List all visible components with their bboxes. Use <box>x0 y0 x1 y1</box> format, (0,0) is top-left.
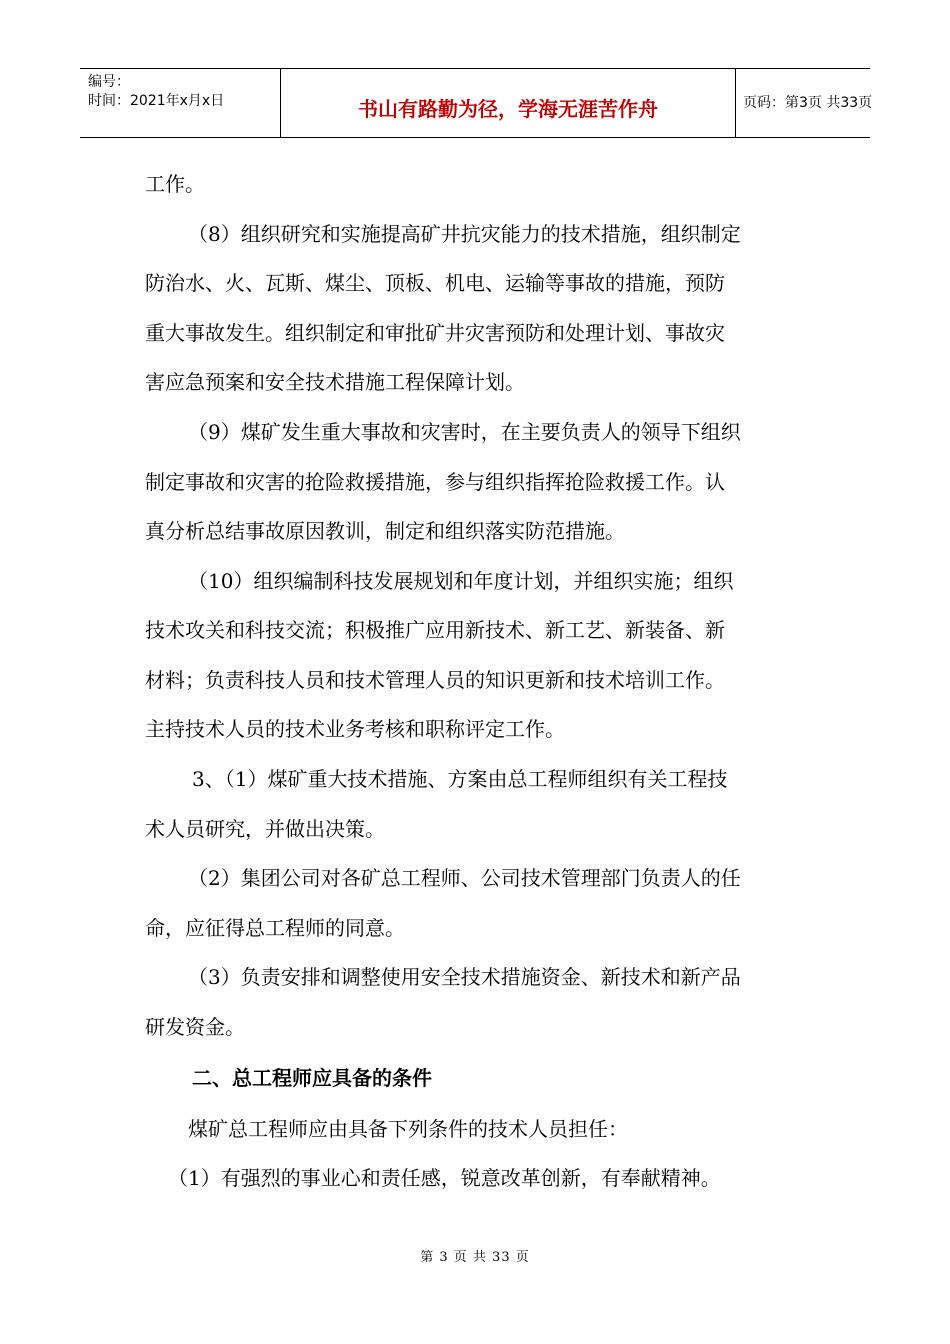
body-line: 真分析总结事故原因教训，制定和组织落实防范措施。 <box>145 519 625 543</box>
body-line: （8）组织研究和实施提高矿井抗灾能力的技术措施，组织制定 <box>188 222 741 246</box>
body-line: （3）负责安排和调整使用安全技术措施资金、新技术和新产品 <box>188 965 741 989</box>
body-line: 3、（1）煤矿重大技术措施、方案由总工程师组织有关工程技 <box>192 767 728 791</box>
body-line: 防治水、火、瓦斯、煤尘、顶板、机电、运输等事故的措施，预防 <box>145 271 725 295</box>
body-line: 材料；负责科技人员和技术管理人员的知识更新和技术培训工作。 <box>145 668 725 692</box>
header-page-cell <box>735 69 873 137</box>
page-footer: 第 3 页 共 33 页 <box>420 1250 530 1265</box>
body-line: 技术攻关和科技交流；积极推广应用新技术、新工艺、新装备、新 <box>145 618 725 642</box>
header-motto: 书山有路勤为径，学海无涯苦作舟 <box>358 97 658 121</box>
body-line: 重大事故发生。组织制定和审批矿井灾害预防和处理计划、事故灾 <box>145 321 725 345</box>
body-line: （10）组织编制科技发展规划和年度计划，并组织实施；组织 <box>188 569 734 593</box>
page-header <box>80 68 873 138</box>
body-line: 工作。 <box>145 172 205 196</box>
header-motto-cell <box>280 69 736 137</box>
header-page-info: 页码：第3页 共33页 <box>743 95 873 111</box>
body-line: 术人员研究，并做出决策。 <box>145 817 385 841</box>
section-heading: 二、总工程师应具备的条件 <box>192 1066 432 1090</box>
body-line: （2）集团公司对各矿总工程师、公司技术管理部门负责人的任 <box>188 866 741 890</box>
body-line: 制定事故和灾害的抢险救援措施，参与组织指挥抢险救援工作。认 <box>145 470 725 494</box>
document-number-label: 编号： <box>88 74 130 90</box>
body-line: 煤矿总工程师应由具备下列条件的技术人员担任： <box>188 1117 628 1141</box>
body-line: 害应急预案和安全技术措施工程保障计划。 <box>145 370 525 394</box>
document-date-label: 时间：2021年x月x日 <box>88 93 225 109</box>
body-line: （9）煤矿发生重大事故和灾害时，在主要负责人的领导下组织 <box>188 420 741 444</box>
body-line: 主持技术人员的技术业务考核和职称评定工作。 <box>145 717 565 741</box>
header-meta-cell <box>80 69 280 137</box>
body-line: 命，应征得总工程师的同意。 <box>145 916 405 940</box>
body-line: （1）有强烈的事业心和责任感，锐意改革创新，有奉献精神。 <box>168 1166 721 1190</box>
body-line: 研发资金。 <box>145 1015 245 1039</box>
